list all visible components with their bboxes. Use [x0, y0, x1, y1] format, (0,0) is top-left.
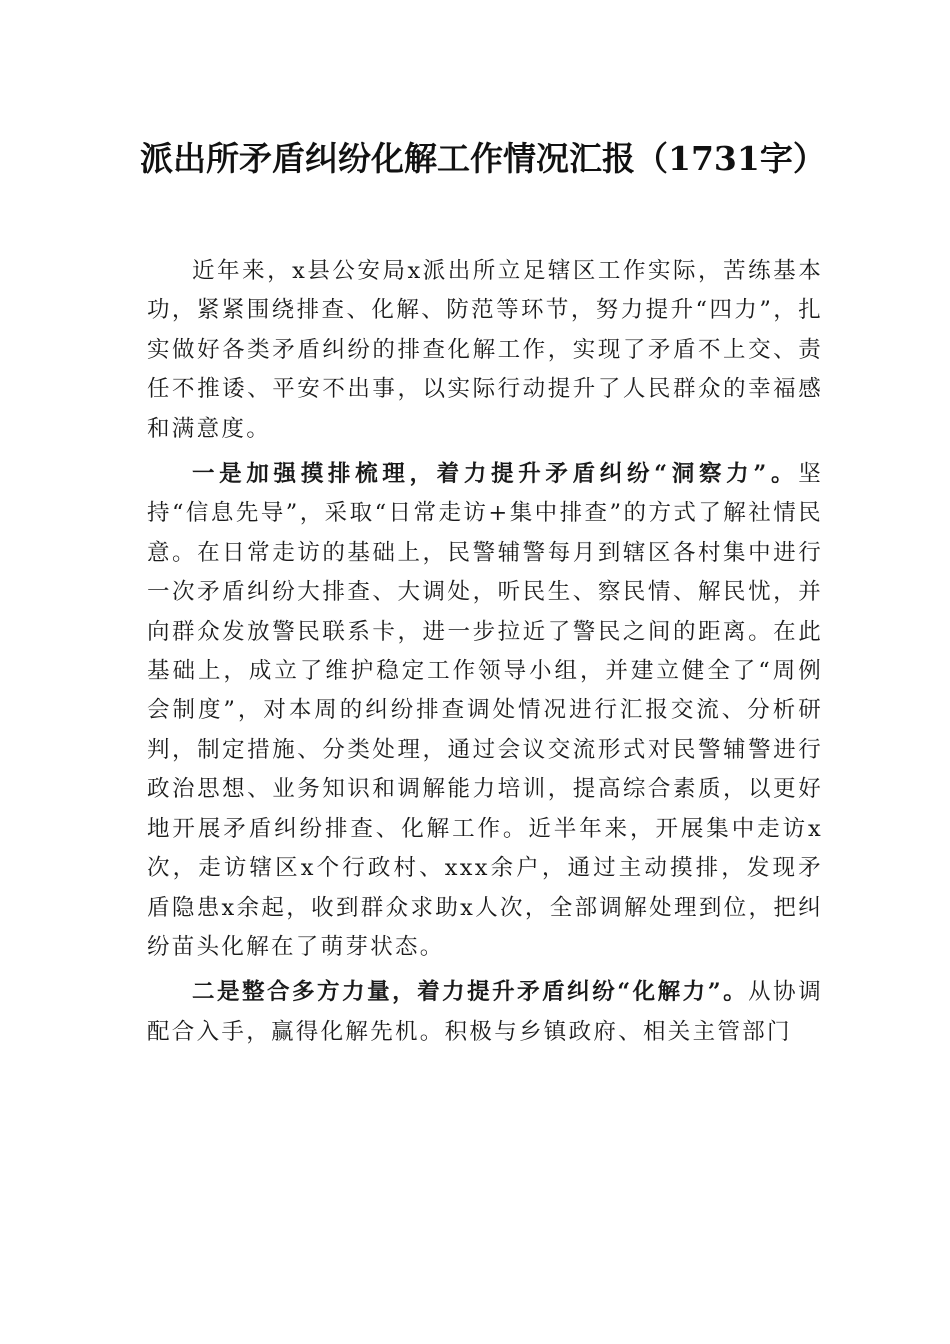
paragraph-lead: 一是加强摸排梳理，着力提升矛盾纠纷“洞察力”。	[192, 461, 799, 488]
document-body	[147, 252, 823, 1058]
document-title: 派出所矛盾纠纷化解工作情况汇报（1731字）	[140, 139, 826, 178]
paragraph-lead: 二是整合多方力量，着力提升矛盾纠纷“化解力”。	[192, 979, 749, 1006]
paragraph-text: 从协调配合入手，赢得化解先机。积极与乡镇政府、相关主管部门	[147, 979, 823, 1045]
paragraph-intro	[147, 252, 823, 449]
paragraph-text: 坚持“信息先导”，采取“日常走访+集中排查”的方式了解社情民意。在日常走访的基础上，民警辅警每月到辖区各村集中进行一次矛盾纠纷大排查、大调处，听民生、察民情、解民忧，并向群众发放警民联系卡，进一步拉近了警民之间的距离。在此基础上，成立了维护稳定工作领导小组，并建立健全了“周例会制度”，对本周的纠纷排查调处情况进行汇报交流、分析研判，制定措施、分类处理，通过会议交流形式对民警辅警进行政治思想、业务知识和调解能力培训，提高综合素质，以更好地开展矛盾纠纷排查、化解工作。近半年来，开展集中走访x次，走访辖区x个行政村、xxx余户，通过主动摸排，发现矛盾隐患x余起，收到群众求助x人次，全部调解处理到位，把纠纷苗头化解在了萌芽状态。	[147, 461, 823, 960]
paragraph-point-two	[147, 973, 823, 1052]
paragraph-text: 近年来，x县公安局x派出所立足辖区工作实际，苦练基本功，紧紧围绕排查、化解、防范等环节，努力提升“四力”，扎实做好各类矛盾纠纷的排查化解工作，实现了矛盾不上交、责任不推诿、平安不出事，以实际行动提升了人民群众的幸福感和满意度。	[147, 258, 823, 442]
paragraph-point-one	[147, 455, 823, 967]
